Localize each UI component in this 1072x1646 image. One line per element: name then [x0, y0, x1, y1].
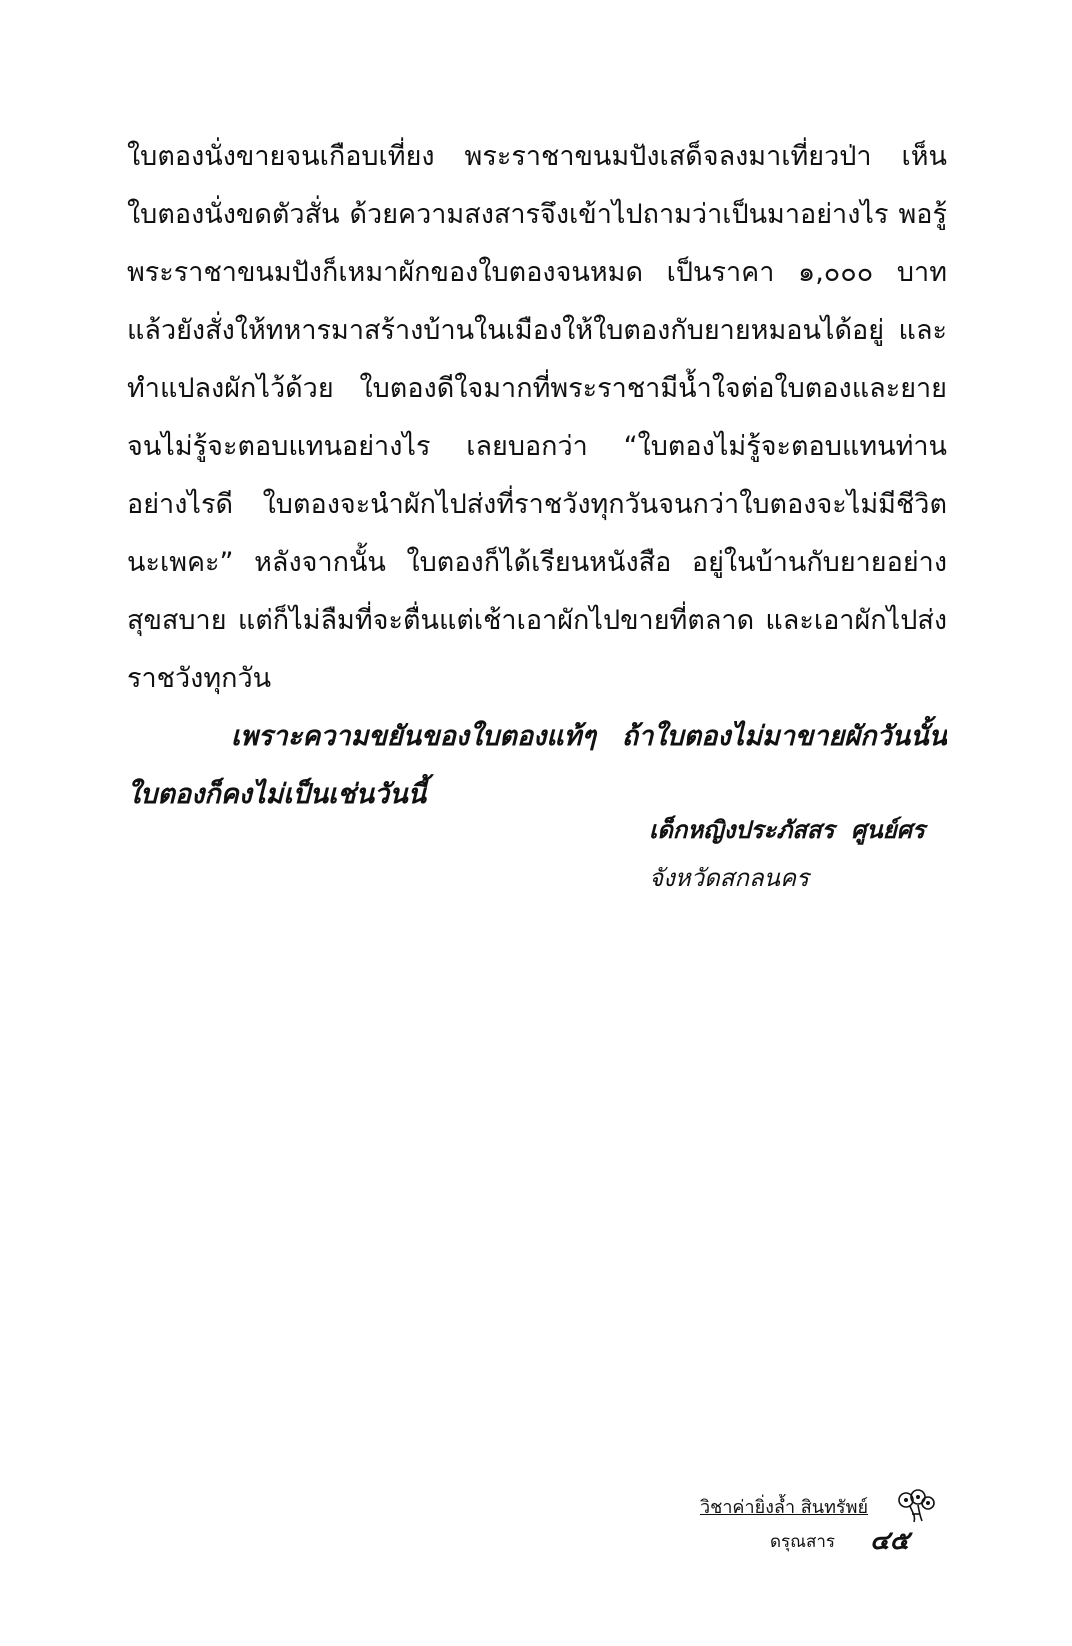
- flower-logo-icon: [892, 1488, 938, 1524]
- story-line: ราชวังทุกวัน: [127, 663, 272, 694]
- story-line: อย่างไรดี ใบตองจะนำผักไปส่งที่ราชวังทุกวันจนกว่าใบตองจะไม่มีชีวิต: [127, 489, 947, 520]
- story-line: ใบตองนั่งขายจนเกือบเที่ยง พระราชาขนมปังเสด็จลงมาเที่ยวป่า เห็น: [127, 141, 947, 172]
- story-line: ทำแปลงผักไว้ด้วย ใบตองดีใจมากที่พระราชามีน้ำใจต่อใบตองและยาย: [127, 373, 947, 404]
- story-line: สุขสบาย แต่ก็ไม่ลืมที่จะตื่นแต่เช้าเอาผักไปขายที่ตลาด และเอาผักไปส่ง: [127, 605, 947, 636]
- page-footer: [680, 1488, 950, 1568]
- conclusion-line: เพราะความขยันของใบตองแท้ๆ ถ้าใบตองไม่มาขายผักวันนั้น: [231, 721, 947, 752]
- magazine-name: ดรุณสาร: [770, 1532, 835, 1552]
- story-line: ใบตองนั่งขดตัวสั่น ด้วยความสงสารจึงเข้าไปถามว่าเป็นมาอย่างไร พอรู้: [127, 199, 947, 230]
- story-line: พระราชาขนมปังก็เหมาผักของใบตองจนหมด เป็นราคา ๑,๐๐๐ บาท: [127, 257, 947, 288]
- story-line: นะเพคะ” หลังจากนั้น ใบตองก็ได้เรียนหนังสือ อยู่ในบ้านกับยายอย่าง: [127, 547, 947, 578]
- footer-title: วิชาค่ายิ่งล้ำ สินทรัพย์: [700, 1497, 869, 1518]
- story-line: แล้วยังสั่งให้ทหารมาสร้างบ้านในเมืองให้ใบตองกับยายหมอนได้อยู่ และ: [127, 315, 947, 346]
- page-number: ๔๕: [870, 1526, 910, 1556]
- author-province: จังหวัดสกลนคร: [649, 864, 809, 892]
- author-signature: [649, 806, 949, 902]
- story-body: [127, 128, 947, 824]
- author-name: เด็กหญิงประภัสสร ศูนย์ศร: [649, 816, 925, 844]
- conclusion-line: ใบตองก็คงไม่เป็นเช่นวันนี้: [127, 779, 427, 810]
- story-line: จนไม่รู้จะตอบแทนอย่างไร เลยบอกว่า “ใบตองไม่รู้จะตอบแทนท่าน: [127, 431, 947, 462]
